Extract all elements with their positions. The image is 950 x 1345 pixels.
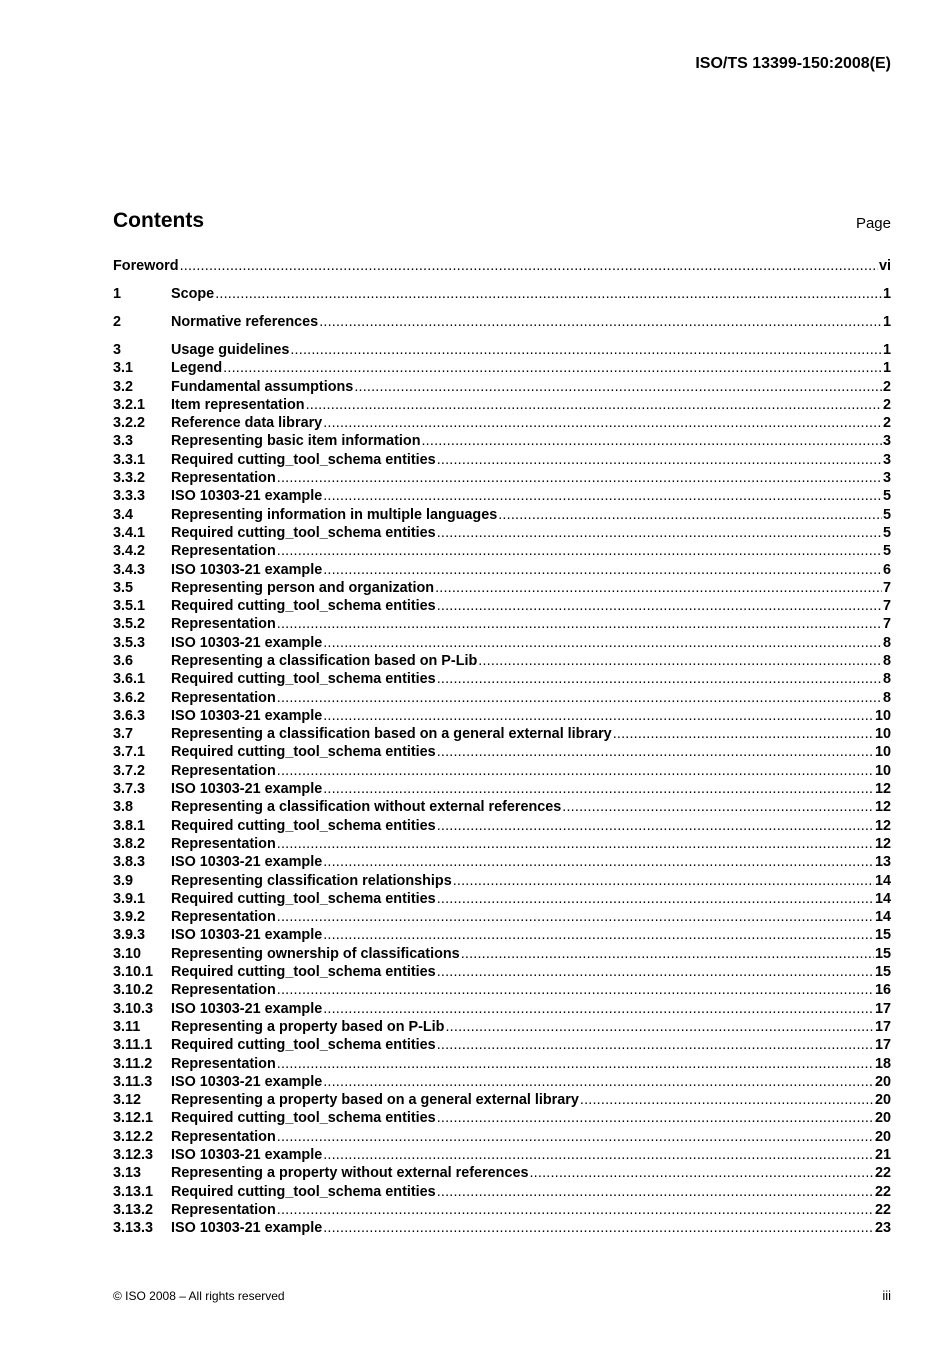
- toc-leader-dots: [437, 743, 874, 761]
- toc-entry-title: Representing a property based on P-Lib: [171, 1018, 445, 1035]
- toc-entry[interactable]: [113, 432, 891, 450]
- toc-entry-number: 3.8.3: [113, 854, 146, 871]
- toc-entry-title: ISO 10303-21 example: [171, 488, 323, 505]
- toc-entry[interactable]: [113, 1128, 891, 1146]
- contents-heading: Contents: [113, 209, 204, 232]
- toc-leader-dots: [437, 817, 874, 835]
- toc-entry-number: 3.12: [113, 1092, 142, 1109]
- toc-entry-title: Normative references: [171, 313, 319, 330]
- toc-entry-number: 3.2.2: [113, 415, 146, 432]
- toc-leader-dots: [580, 1091, 874, 1109]
- toc-entry[interactable]: [113, 1183, 891, 1201]
- toc-leader-dots: [437, 451, 882, 469]
- toc-entry-title: Required cutting_tool_schema entities: [171, 964, 436, 981]
- toc-entry-number: 3.7.3: [113, 781, 146, 798]
- toc-entry[interactable]: [113, 762, 891, 780]
- toc-entry[interactable]: [113, 487, 891, 505]
- toc-entry-title: ISO 10303-21 example: [171, 707, 323, 724]
- toc-entry[interactable]: [113, 341, 891, 359]
- toc-entry[interactable]: [113, 981, 891, 999]
- toc-entry-title: Representation: [171, 1128, 276, 1145]
- toc-entry-number: 3.13.3: [113, 1220, 154, 1237]
- toc-entry[interactable]: [113, 506, 891, 524]
- toc-leader-dots: [323, 780, 874, 798]
- toc-leader-dots: [277, 469, 882, 487]
- toc-entry-title: ISO 10303-21 example: [171, 561, 323, 578]
- toc-entry-number: 3.5.1: [113, 598, 146, 615]
- toc-leader-dots: [323, 707, 874, 725]
- toc-leader-dots: [277, 908, 874, 926]
- toc-entry-page: 8: [882, 689, 891, 706]
- toc-entry-number: 3.2.1: [113, 396, 146, 413]
- toc-entry-number: 3.4.2: [113, 543, 146, 560]
- toc-entry-page: 22: [874, 1183, 891, 1200]
- toc-entry[interactable]: [113, 1000, 891, 1018]
- toc-entry-title: ISO 10303-21 example: [171, 927, 323, 944]
- toc-entry-page: 21: [874, 1147, 891, 1164]
- toc-entry-page: 8: [882, 634, 891, 651]
- toc-entry-title: Representing ownership of classifications: [171, 945, 460, 962]
- toc-entry-number: 3.3: [113, 433, 134, 450]
- toc-entry-number: 1: [113, 285, 122, 302]
- toc-entry-page: 3: [882, 433, 891, 450]
- toc-entry-title: Representing information in multiple languages: [171, 506, 498, 523]
- toc-entry-page: 20: [874, 1128, 891, 1145]
- toc-entry-number: 3.12.3: [113, 1147, 154, 1164]
- toc-entry-title: Representation: [171, 470, 276, 487]
- toc-entry-number: 3.10: [113, 945, 142, 962]
- toc-entry-page: 14: [874, 872, 891, 889]
- toc-entry[interactable]: [113, 743, 891, 761]
- toc-entry-number: 3.10.1: [113, 964, 154, 981]
- toc-entry-title: Representation: [171, 1201, 276, 1218]
- toc-entry-page: vi: [878, 258, 891, 274]
- toc-entry-page: 10: [874, 762, 891, 779]
- toc-entry-title: Required cutting_tool_schema entities: [171, 1183, 436, 1200]
- toc-entry[interactable]: [113, 1091, 891, 1109]
- toc-entry-page: 6: [882, 561, 891, 578]
- footer-page-number: iii: [882, 1288, 891, 1303]
- toc-entry-number: 3.9.1: [113, 890, 146, 907]
- toc-entry-page: 22: [874, 1201, 891, 1218]
- toc-entry-page: 10: [874, 707, 891, 724]
- toc-entry-number: 3.3.3: [113, 488, 146, 505]
- toc-entry-page: 5: [882, 524, 891, 541]
- toc-entry[interactable]: [113, 1146, 891, 1164]
- toc-leader-dots: [435, 579, 882, 597]
- toc-entry-title: ISO 10303-21 example: [171, 1147, 323, 1164]
- toc-entry-title: Representing basic item information: [171, 433, 421, 450]
- toc-entry-title: Required cutting_tool_schema entities: [171, 817, 436, 834]
- toc-entry-page: 14: [874, 909, 891, 926]
- toc-entry-page: 17: [874, 1000, 891, 1017]
- toc-entry[interactable]: [113, 378, 891, 396]
- toc-entry-title: Representing a property without external references: [171, 1165, 529, 1182]
- toc-entry-page: 12: [874, 835, 891, 852]
- toc-entry-page: 3: [882, 451, 891, 468]
- toc-entry[interactable]: [113, 396, 891, 414]
- toc-entry[interactable]: [113, 1219, 891, 1237]
- toc-entry-title: Required cutting_tool_schema entities: [171, 890, 436, 907]
- toc-entry[interactable]: [113, 817, 891, 835]
- toc-leader-dots: [323, 1146, 874, 1164]
- toc-leader-dots: [323, 1219, 874, 1237]
- toc-entry-number: 3.1: [113, 360, 134, 377]
- toc-entry-title: Scope: [171, 285, 215, 302]
- toc-entry-title: Representing classification relationships: [171, 872, 452, 889]
- toc-entry[interactable]: [113, 414, 891, 432]
- toc-entry-number: 3.13.1: [113, 1183, 154, 1200]
- toc-leader-dots: [223, 359, 882, 377]
- toc-entry[interactable]: [113, 798, 891, 816]
- toc-leader-dots: [323, 561, 882, 579]
- toc-entry-page: 20: [874, 1092, 891, 1109]
- toc-leader-dots: [290, 341, 882, 359]
- toc-entry-number: 3.11.1: [113, 1037, 153, 1054]
- toc-entry[interactable]: [113, 853, 891, 871]
- toc-entry-title: Required cutting_tool_schema entities: [171, 671, 436, 688]
- toc-entry-number: 3.6: [113, 653, 134, 669]
- toc-entry-title: Representation: [171, 543, 276, 560]
- toc-entry[interactable]: [113, 926, 891, 944]
- toc-entry-title: Representing person and organization: [171, 579, 435, 596]
- toc-leader-dots: [529, 1164, 874, 1182]
- toc-entry-number: 3.4: [113, 506, 134, 523]
- toc-entry-page: 14: [874, 890, 891, 907]
- toc-entry-page: 2: [882, 378, 891, 395]
- toc-entry-title: Item representation: [171, 396, 305, 413]
- toc-entry[interactable]: [113, 835, 891, 853]
- toc-entry[interactable]: [113, 579, 891, 597]
- toc-leader-dots: [277, 689, 882, 707]
- toc-entry-page: 17: [874, 1037, 891, 1054]
- toc-entry[interactable]: [113, 652, 891, 670]
- toc-entry-number: 3.7.1: [113, 744, 146, 761]
- toc-entry-page: 12: [874, 781, 891, 798]
- toc-entry-page: 8: [882, 653, 891, 669]
- toc-leader-dots: [498, 506, 882, 524]
- toc-entry-page: 20: [874, 1110, 891, 1127]
- toc-entry-title: Representation: [171, 835, 276, 852]
- page-column-label: Page: [855, 215, 891, 232]
- toc-entry-page: 5: [882, 543, 891, 560]
- toc-leader-dots: [437, 597, 882, 615]
- toc-entry-number: 3.12.1: [113, 1110, 154, 1127]
- toc-entry-number: 3.6.3: [113, 707, 146, 724]
- toc-entry-title: Required cutting_tool_schema entities: [171, 1110, 436, 1127]
- toc-entry[interactable]: [113, 780, 891, 798]
- toc-leader-dots: [323, 1073, 874, 1091]
- toc-entry-number: 3.3.1: [113, 451, 146, 468]
- toc-entry-number: 3.10.2: [113, 982, 154, 999]
- toc-leader-dots: [613, 725, 874, 743]
- toc-entry-title: ISO 10303-21 example: [171, 781, 323, 798]
- toc-leader-dots: [437, 1183, 874, 1201]
- toc-entry[interactable]: [113, 451, 891, 469]
- toc-entry-number: 3.13.2: [113, 1201, 154, 1218]
- toc-entry-page: 13: [874, 854, 891, 871]
- toc-entry-page: 2: [882, 396, 891, 413]
- toc-entry-title: Required cutting_tool_schema entities: [171, 524, 436, 541]
- toc-leader-dots: [277, 762, 874, 780]
- toc-entry-title: Legend: [171, 360, 223, 377]
- toc-leader-dots: [421, 432, 882, 450]
- toc-entry[interactable]: [113, 1018, 891, 1036]
- toc-leader-dots: [319, 313, 882, 331]
- toc-entry-page: 10: [874, 726, 891, 743]
- toc-entry-title: Fundamental assumptions: [171, 378, 354, 395]
- toc-leader-dots: [323, 634, 882, 652]
- toc-entry-page: 7: [882, 598, 891, 615]
- toc-entry-number: 3.8.2: [113, 835, 146, 852]
- toc-entry-page: 20: [874, 1073, 891, 1090]
- toc-entry-page: 8: [882, 671, 891, 688]
- toc-leader-dots: [323, 926, 874, 944]
- toc-entry-number: 3.5: [113, 579, 134, 596]
- toc-leader-dots: [354, 378, 882, 396]
- toc-entry-number: 3.10.3: [113, 1000, 154, 1017]
- toc-entry-title: Required cutting_tool_schema entities: [171, 744, 436, 761]
- toc-leader-dots: [277, 542, 882, 560]
- toc-entry-page: 12: [874, 817, 891, 834]
- toc-leader-dots: [277, 981, 874, 999]
- toc-entry-page: 2: [882, 415, 891, 432]
- toc-entry-title: ISO 10303-21 example: [171, 1073, 323, 1090]
- toc-entry[interactable]: [113, 542, 891, 560]
- toc-entry-title: Representation: [171, 909, 276, 926]
- toc-leader-dots: [323, 1000, 874, 1018]
- toc-leader-dots: [437, 1036, 874, 1054]
- toc-entry-number: 3.7: [113, 726, 134, 743]
- toc-leader-dots: [437, 963, 874, 981]
- toc-leader-dots: [277, 835, 874, 853]
- toc-entry-title: Representing a classification based on a general external library: [171, 726, 612, 743]
- toc-entry-number: 3.3.2: [113, 470, 146, 487]
- toc-entry[interactable]: [113, 1055, 891, 1073]
- toc-entry-number: 3.13: [113, 1165, 142, 1182]
- toc-leader-dots: [306, 396, 882, 414]
- toc-entry[interactable]: [113, 1201, 891, 1219]
- toc-entry[interactable]: [113, 945, 891, 963]
- toc-entry[interactable]: [113, 597, 891, 615]
- footer-copyright: © ISO 2008 – All rights reserved: [113, 1289, 285, 1303]
- toc-leader-dots: [445, 1018, 874, 1036]
- toc-entry[interactable]: [113, 469, 891, 487]
- toc-entry-title: Representing a property based on a general external library: [171, 1092, 579, 1109]
- toc-entry-title: ISO 10303-21 example: [171, 854, 323, 871]
- toc-entry-page: 5: [882, 506, 891, 523]
- toc-entry-page: 1: [882, 360, 891, 377]
- toc-leader-dots: [461, 945, 874, 963]
- toc-entry-number: 3: [113, 341, 122, 358]
- toc-entry[interactable]: [113, 963, 891, 981]
- toc-entry-page: 15: [874, 964, 891, 981]
- toc-entry-number: 3.7.2: [113, 762, 146, 779]
- toc-entry-title: ISO 10303-21 example: [171, 1220, 323, 1237]
- toc-entry-page: 1: [882, 341, 891, 358]
- toc-leader-dots: [437, 890, 874, 908]
- toc-entry-page: 15: [874, 945, 891, 962]
- toc-entry-page: 15: [874, 927, 891, 944]
- toc-entry[interactable]: [113, 524, 891, 542]
- toc-entry-title: Representation: [171, 616, 276, 633]
- toc-entry[interactable]: [113, 1073, 891, 1091]
- toc-entry-page: 23: [874, 1220, 891, 1237]
- toc-entry-number: 3.9.2: [113, 909, 146, 926]
- toc-entry-page: 1: [882, 285, 891, 302]
- toc-entry-title: Representation: [171, 982, 276, 999]
- toc-leader-dots: [323, 853, 874, 871]
- toc-leader-dots: [277, 1128, 874, 1146]
- toc-entry[interactable]: [113, 1036, 891, 1054]
- toc-entry[interactable]: [113, 634, 891, 652]
- toc-entry-page: 16: [874, 982, 891, 999]
- toc-entry[interactable]: [113, 725, 891, 743]
- toc-entry-number: 3.8.1: [113, 817, 146, 834]
- toc-entry-number: 3.4.1: [113, 524, 146, 541]
- toc-entry-number: 3.5.2: [113, 616, 146, 633]
- toc-leader-dots: [277, 615, 882, 633]
- toc-entry-number: 2: [113, 313, 122, 330]
- toc-entry[interactable]: [113, 1164, 891, 1182]
- toc-entry[interactable]: [113, 285, 891, 303]
- toc-leader-dots: [437, 670, 882, 688]
- toc-entry-number: 3.9.3: [113, 927, 146, 944]
- toc-entry-page: 7: [882, 616, 891, 633]
- toc-leader-dots: [277, 1055, 874, 1073]
- toc-entry-page: 1: [882, 313, 891, 330]
- toc-entry-number: 3.11.3: [113, 1073, 153, 1090]
- toc-leader-dots: [562, 798, 874, 816]
- toc-entry-number: 3.5.3: [113, 634, 146, 651]
- toc-entry-page: 5: [882, 488, 891, 505]
- toc-entry[interactable]: [113, 313, 891, 331]
- toc-entry-title: Reference data library: [171, 415, 323, 432]
- toc-entry-number: 3.8: [113, 799, 134, 816]
- toc-leader-dots: [323, 487, 882, 505]
- toc-entry-number: 3.6.2: [113, 689, 146, 706]
- toc-entry-title: Required cutting_tool_schema entities: [171, 451, 436, 468]
- toc-leader-dots: [323, 414, 882, 432]
- toc-entry-number: Foreword: [113, 258, 179, 274]
- toc-entry-title: Representing a classification without external references: [171, 799, 562, 816]
- toc-entry[interactable]: [113, 615, 891, 633]
- toc-leader-dots: [437, 1109, 874, 1127]
- toc-entry-number: 3.9: [113, 872, 134, 889]
- toc-entry-title: ISO 10303-21 example: [171, 1000, 323, 1017]
- toc-entry-page: 7: [882, 579, 891, 596]
- table-of-contents: [113, 257, 891, 1238]
- toc-entry-number: 3.12.2: [113, 1128, 154, 1145]
- toc-entry-page: 18: [874, 1055, 891, 1072]
- toc-leader-dots: [215, 285, 882, 303]
- toc-entry[interactable]: [113, 359, 891, 377]
- toc-leader-dots: [453, 872, 874, 890]
- toc-entry-number: 3.11.2: [113, 1055, 153, 1072]
- document-id: ISO/TS 13399-150:2008(E): [695, 55, 891, 72]
- toc-entry-title: Required cutting_tool_schema entities: [171, 598, 436, 615]
- toc-entry-page: 12: [874, 799, 891, 816]
- toc-entry[interactable]: [113, 707, 891, 725]
- toc-entry[interactable]: [113, 670, 891, 688]
- toc-entry-title: ISO 10303-21 example: [171, 634, 323, 651]
- toc-entry[interactable]: [113, 561, 891, 579]
- toc-leader-dots: [277, 1201, 874, 1219]
- toc-entry-title: Representing a classification based on P-Lib: [171, 653, 478, 669]
- toc-entry-page: 22: [874, 1165, 891, 1182]
- toc-entry[interactable]: [113, 908, 891, 926]
- toc-entry-title: Representation: [171, 1055, 276, 1072]
- toc-entry-title: Representation: [171, 689, 276, 706]
- toc-entry[interactable]: [113, 257, 891, 275]
- toc-leader-dots: [478, 652, 882, 670]
- toc-entry-title: Representation: [171, 762, 276, 779]
- toc-entry-page: 3: [882, 470, 891, 487]
- toc-entry-number: 3.4.3: [113, 561, 146, 578]
- toc-entry[interactable]: [113, 890, 891, 908]
- toc-leader-dots: [180, 257, 878, 275]
- toc-entry[interactable]: [113, 689, 891, 707]
- toc-entry-page: 10: [874, 744, 891, 761]
- toc-leader-dots: [437, 524, 882, 542]
- toc-entry-title: Usage guidelines: [171, 341, 290, 358]
- toc-entry-number: 3.2: [113, 378, 134, 395]
- toc-entry[interactable]: [113, 1109, 891, 1127]
- toc-entry-title: Required cutting_tool_schema entities: [171, 1037, 436, 1054]
- toc-entry-page: 17: [874, 1018, 891, 1035]
- toc-entry-number: 3.11: [113, 1018, 141, 1035]
- toc-entry-number: 3.6.1: [113, 671, 146, 688]
- toc-entry[interactable]: [113, 872, 891, 890]
